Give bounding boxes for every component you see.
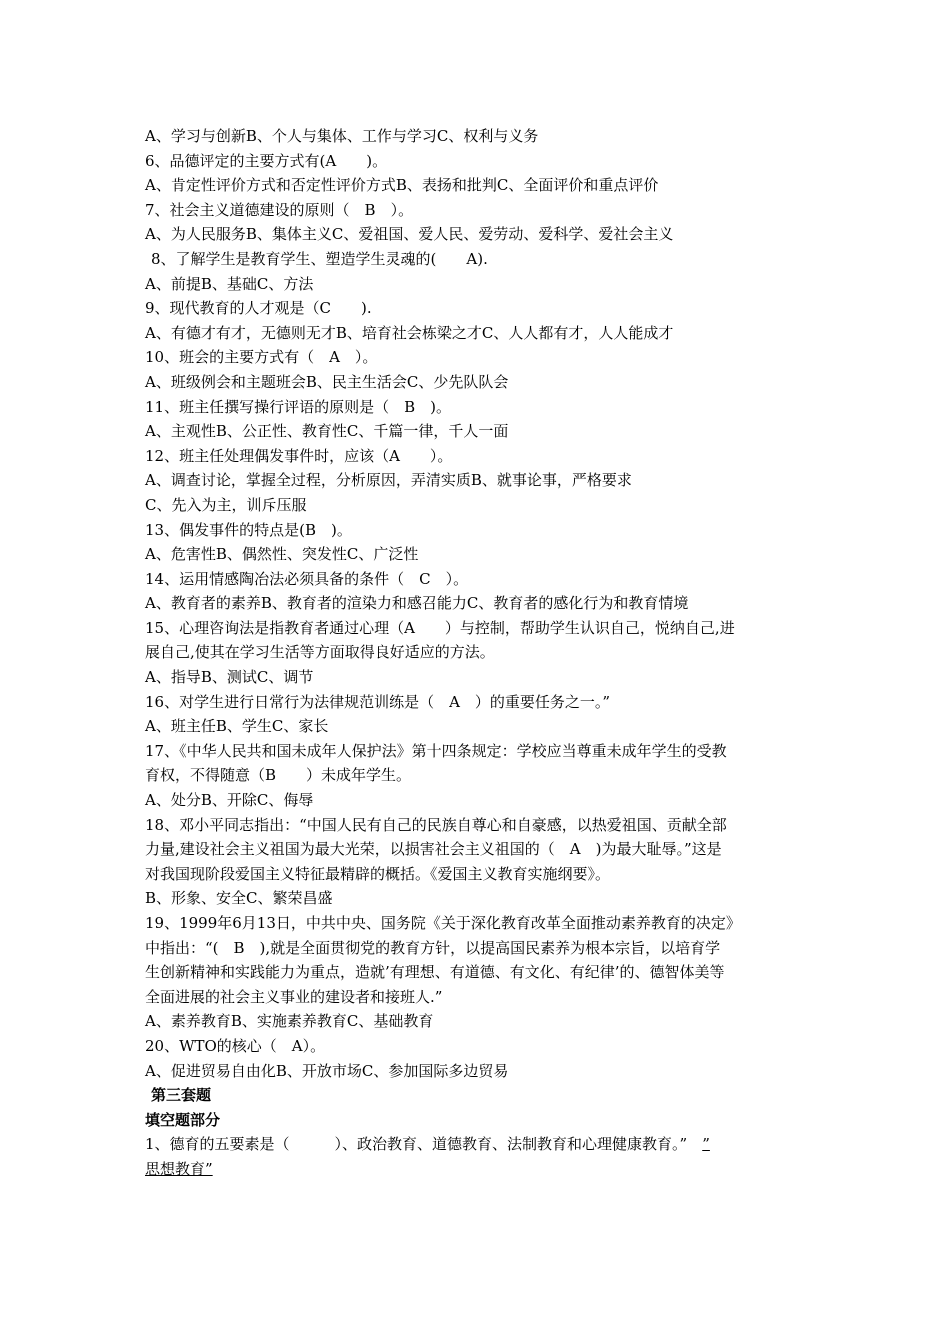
text-line: 中指出：“( B ),就是全面贯彻党的教育方针，以提高国民素养为根本宗旨，以培育学 [145, 938, 721, 957]
text-line: A、学习与创新B、个人与集体、工作与学习C、权利与义务 [145, 127, 539, 145]
text-line: A、有德才有才，无德则无才B、培育社会栋梁之才C、人人都有才，人人能成才 [145, 323, 674, 342]
text-line: 全面进展的社会主义事业的建设者和接班人.” [145, 987, 443, 1006]
fill-question-1 [145, 1132, 805, 1157]
text-line: A、主观性B、公正性、教育性C、千篇一律，千人一面 [145, 422, 509, 441]
text-line: A、调查讨论，掌握全过程，分析原因，弄清实质B、就事论事，严格要求 [145, 471, 632, 490]
question-19: 19、1999年6月13日，中共中央、国务院《关于深化教育改革全面推动素养教育的决定》 [145, 914, 741, 932]
text-line: A、教育者的素养B、教育者的渲染力和感召能力C、教育者的感化行为和教育情境 [145, 594, 689, 613]
text-line: A、肯定性评价方式和否定性评价方式B、表扬和批判C、全面评价和重点评价 [145, 176, 659, 195]
question-12: 12、班主任处理偶发事件时，应该（A ）。 [145, 446, 453, 465]
text-line: C、先入为主，训斥压服 [145, 495, 307, 514]
question-14: 14、运用情感陶冶法必须具备的条件（ C ）。 [145, 569, 469, 588]
question-10: 10、班会的主要方式有（ A ）。 [145, 348, 378, 367]
fill-question-1-answer: 思想教育” [145, 1159, 213, 1178]
question-20: 20、WTO的核心（ A）。 [145, 1036, 326, 1055]
question-11: 11、班主任撰写操行评语的原则是（ B )。 [145, 397, 451, 416]
document-body [145, 124, 805, 1182]
text-line: 对我国现阶段爱国主义特征最精辟的概括。《爱国主义教育实施纲要》。 [145, 864, 611, 883]
text-line: 力量,建设社会主义祖国为最大光荣，以损害社会主义祖国的（ A )为最大耻辱。”这是 [145, 840, 722, 859]
question-6: 6、品德评定的主要方式有(A )。 [145, 151, 388, 170]
question-7: 7、社会主义道德建设的原则（ B ）。 [145, 200, 414, 219]
text-line: A、素养教育B、实施素养教育C、基础教育 [145, 1012, 434, 1031]
section-title: 第三套题 [151, 1086, 212, 1105]
text-line: A、为人民服务B、集体主义C、爱祖国、爱人民、爱劳动、爱科学、爱社会主义 [145, 225, 674, 244]
fill-question-1-answer-start: ” [702, 1135, 710, 1154]
text-line: 育权，不得随意（B ）未成年学生。 [145, 766, 412, 785]
text-line: A、班主任B、学生C、家长 [145, 717, 329, 736]
text-line: 展自己,使其在学习生活等方面取得良好适应的方法。 [145, 643, 495, 662]
question-13: 13、偶发事件的特点是(B )。 [145, 520, 352, 539]
question-17: 17、《中华人民共和国未成年人保护法》第十四条规定：学校应当尊重未成年学生的受教 [145, 741, 727, 760]
question-18: 18、邓小平同志指出：“中国人民有自己的民族自尊心和自豪感，以热爱祖国、贡献全部 [145, 815, 727, 834]
text-line: A、促进贸易自由化B、开放市场C、参加国际多边贸易 [145, 1061, 509, 1080]
text-line: A、班级例会和主题班会B、民主生活会C、少先队队会 [145, 372, 509, 391]
fill-question-1-text: 1、德育的五要素是（ ）、政治教育、道德教育、法制教育和心理健康教育。” [145, 1135, 703, 1154]
text-line: A、指导B、测试C、调节 [145, 668, 314, 687]
text-line: A、处分B、开除C、侮辱 [145, 791, 314, 810]
question-8: 8、了解学生是教育学生、塑造学生灵魂的( A). [151, 249, 488, 268]
fill-question-1-answer-line [145, 1157, 805, 1182]
section-subtitle: 填空题部分 [145, 1110, 221, 1129]
question-9: 9、现代教育的人才观是（C ). [145, 299, 372, 318]
question-16: 16、对学生进行日常行为法律规范训练是（ A ）的重要任务之一。” [145, 692, 611, 711]
text-line: 生创新精神和实践能力为重点，造就’有理想、有道德、有文化、有纪律’的、德智体美等 [145, 963, 725, 982]
text-line: A、危害性B、偶然性、突发性C、广泛性 [145, 545, 419, 564]
text-line: B、形象、安全C、繁荣昌盛 [145, 889, 333, 908]
question-15: 15、心理咨询法是指教育者通过心理（A ）与控制，帮助学生认识自己，悦纳自己,进 [145, 618, 735, 637]
text-line: A、前提B、基础C、方法 [145, 274, 314, 293]
